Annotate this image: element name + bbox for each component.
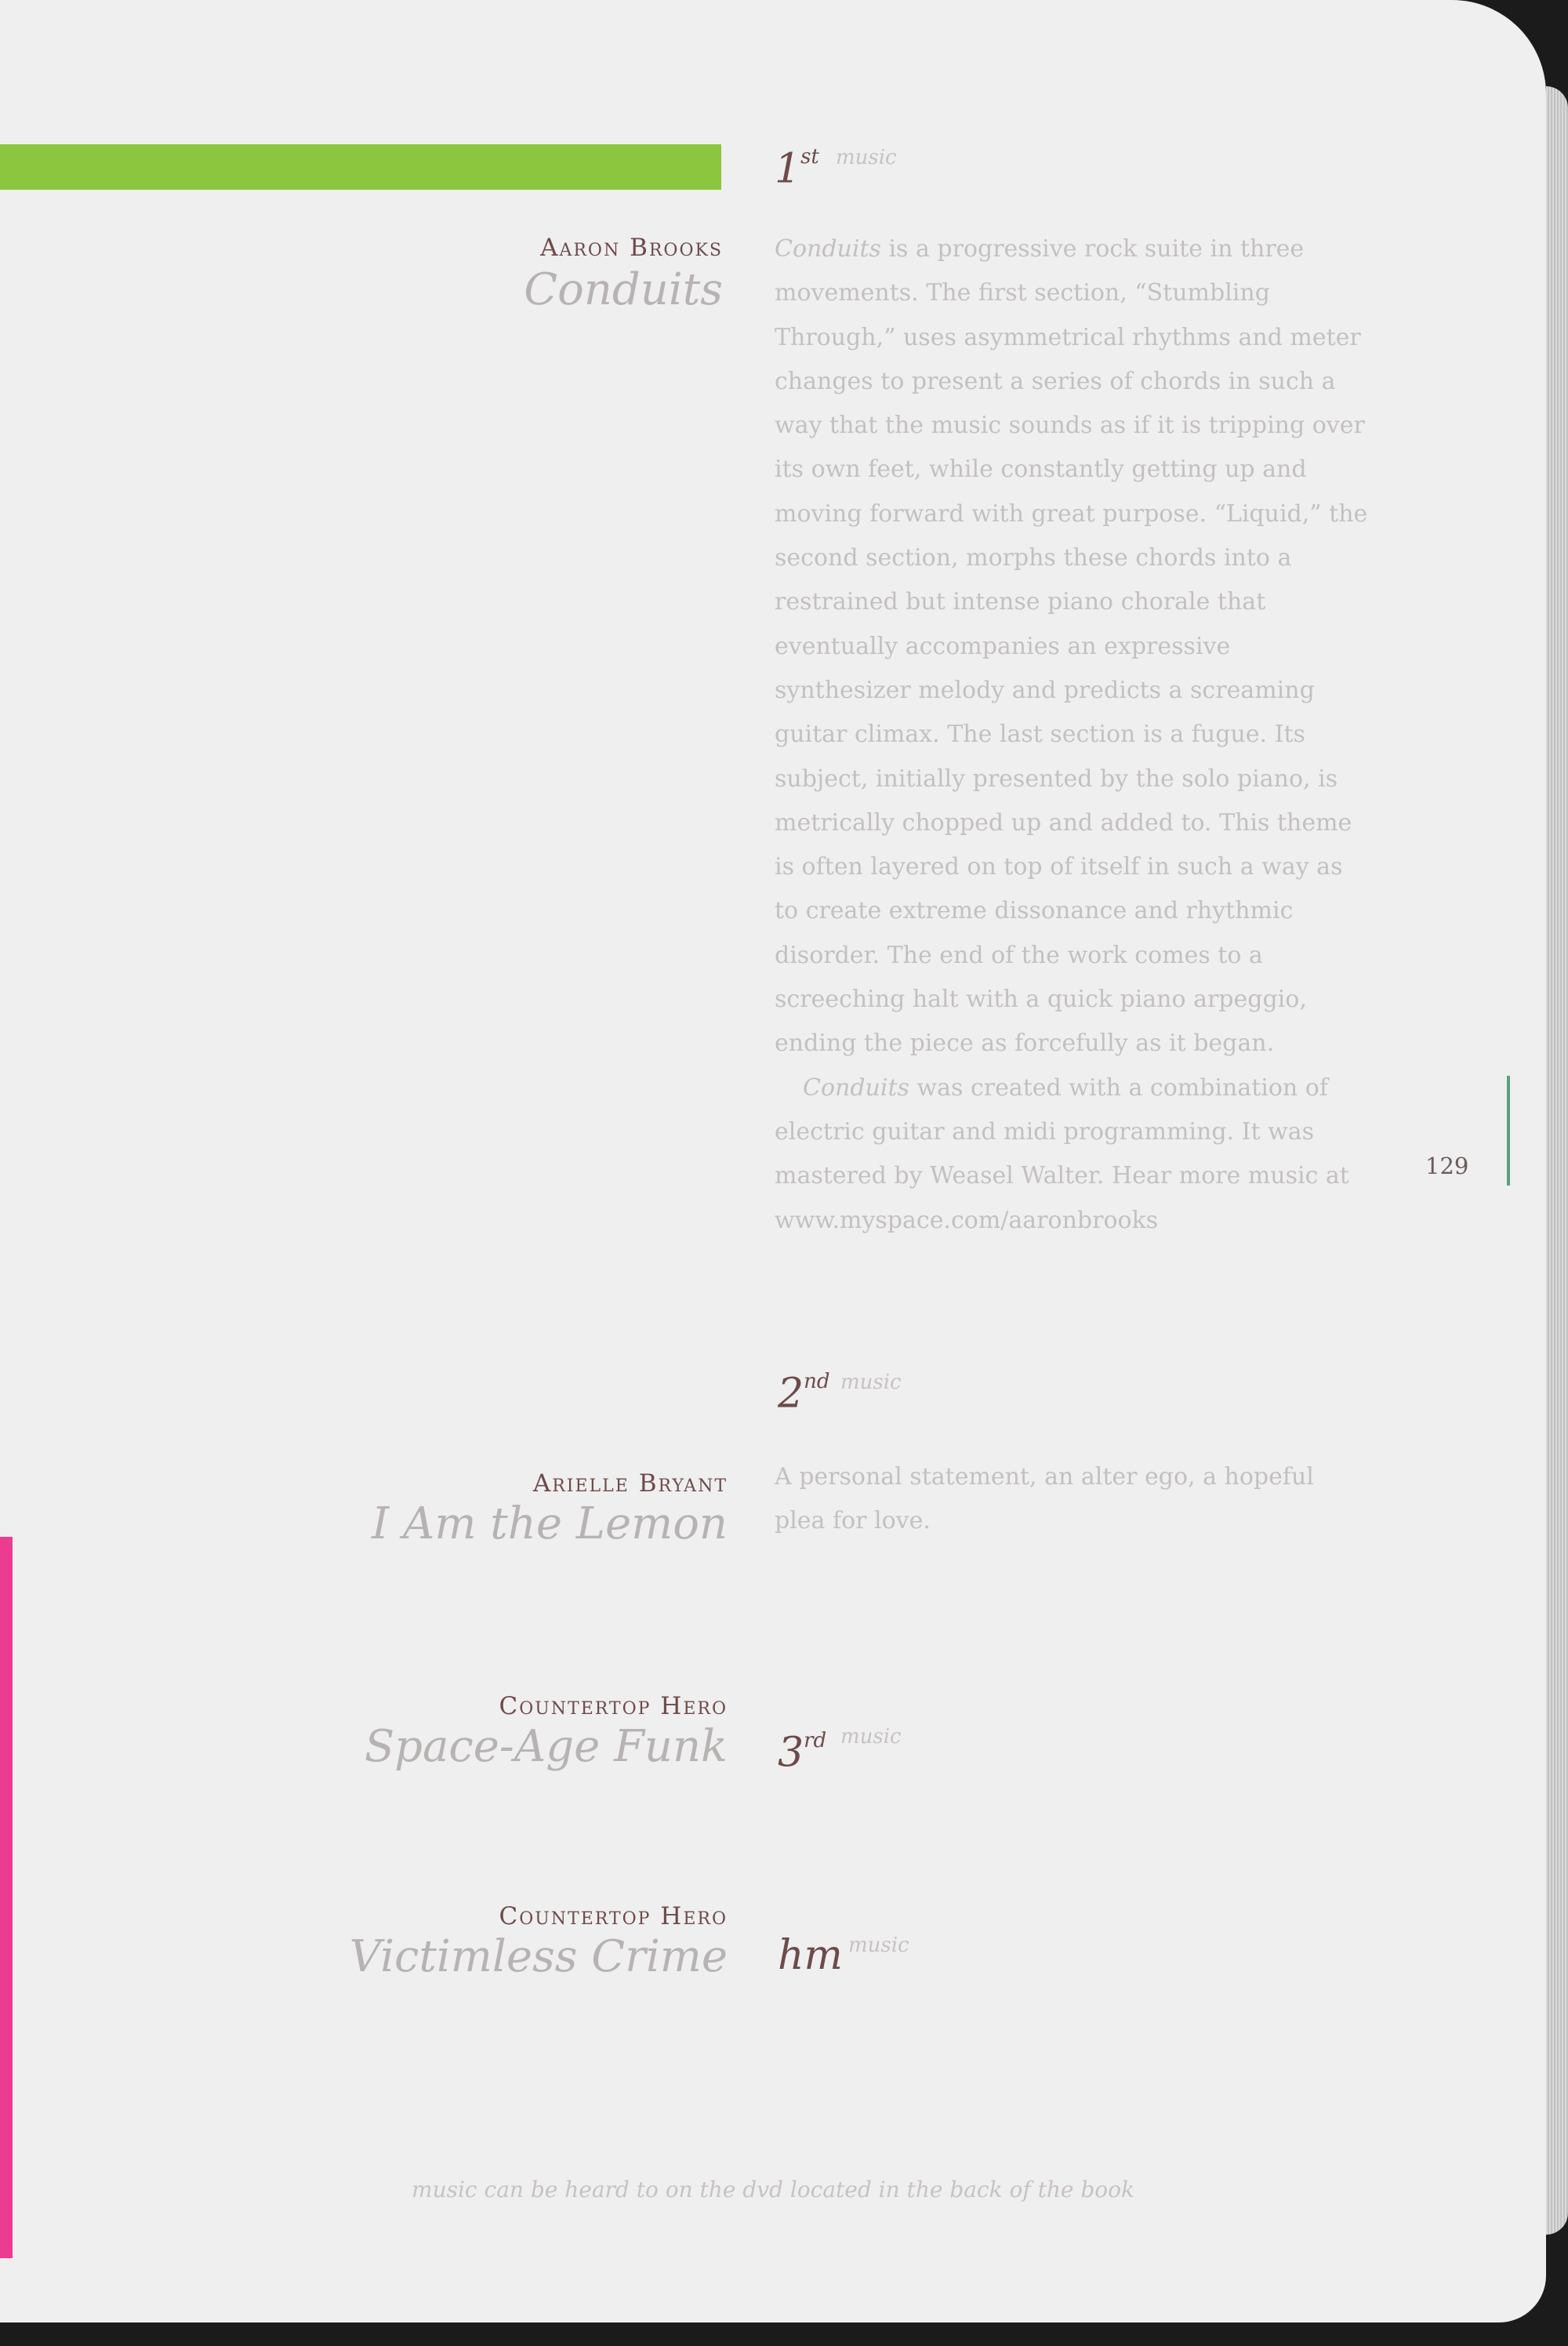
rank-category-second: music [840,1371,902,1394]
footer-note: music can be heard to on the dvd located in the back of the book [412,2177,1134,2203]
rank-second: 2nd [778,1370,830,1418]
teal-edge-mark [1507,1076,1510,1186]
piece-title: Conduits [524,264,723,315]
piece-title: Victimless Crime [349,1931,728,1982]
composer-name: Aaron Brooks [540,234,723,262]
rank-third: 3rd [778,1729,827,1777]
composer-name: Arielle Bryant [532,1469,728,1498]
description-second: A personal statement, an alter ego, a hopeful plea for love. [775,1463,1314,1535]
rank-honorable-mention: hm [778,1932,843,1979]
rank-category-hm: music [848,1934,909,1957]
description-first [775,227,1370,1243]
rank-category-third: music [840,1725,902,1749]
page-number: 129 [1425,1153,1469,1179]
composer-name: Countertop Hero [499,1692,728,1720]
description-paragraph: was created with a combination of electric guitar and midi programming. It was mastered by Weasel Walter. Hear more music at www.myspace.com/aaronbrooks [775,1073,1349,1234]
rank-category-first: music [836,146,897,169]
rank-first: 1st [775,145,819,193]
green-accent-bar [0,144,721,190]
page-edge-stack [1546,86,1568,2235]
description-paragraph: is a progressive rock suite in three movements. The first section, “Stumbling Through,” uses asymmetrical rhythms and meter changes to present a series of chords in such a way that the music sounds as if it is tripping over its own feet, while constantly getting up and moving forward with great purpose. “Liquid,” the second section, morphs these chords into a restrained but intense piano chorale that eventually accompanies an expressive synthesizer melody and predicts a screaming guitar climax. The last section is a fugue. Its subject, initially presented by the solo piano, is metrically chopped up and added to. This theme is often layered on top of itself in such a way as to create extreme dissonance and rhythmic disorder. The end of the work comes to a screeching halt with a quick piano arpeggio, ending the piece as forcefully as it began. [775,235,1368,1058]
description-title-ref: Conduits [775,235,881,263]
piece-title: I Am the Lemon [372,1498,728,1549]
description-title-ref: Conduits [803,1073,909,1102]
piece-title: Space-Age Funk [364,1721,728,1772]
composer-name: Countertop Hero [499,1902,728,1930]
pink-edge-tab [0,1537,13,2258]
